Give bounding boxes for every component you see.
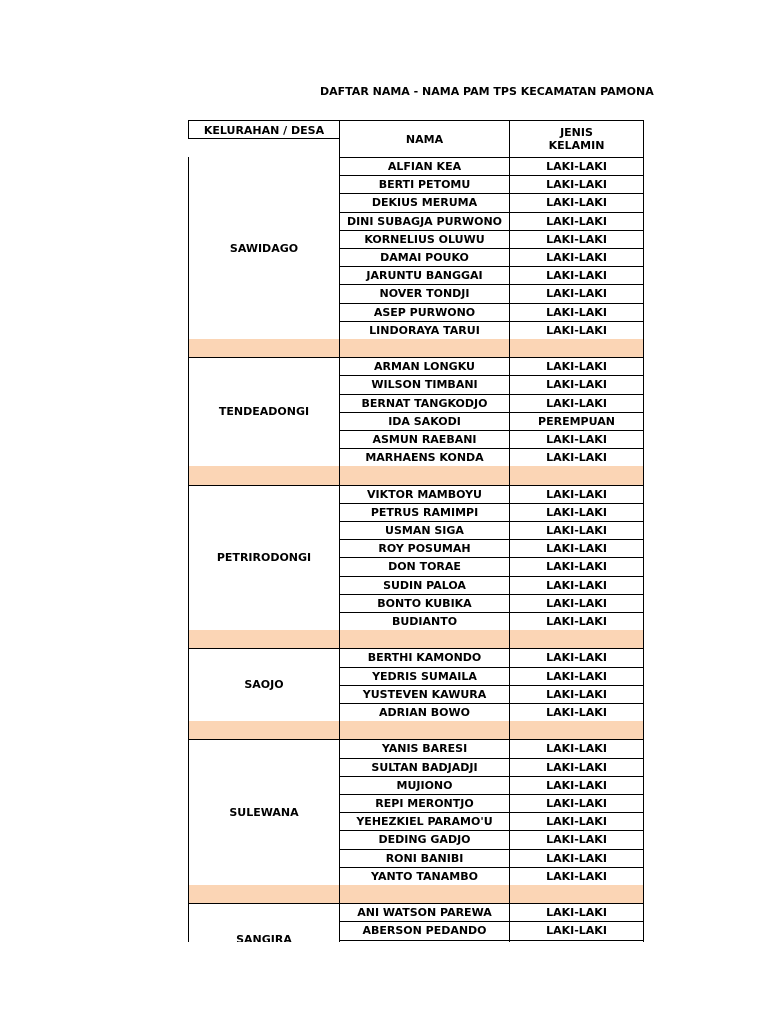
- nama-cell: BERNAT TANGKODJO: [339, 394, 510, 413]
- jenis-kelamin-cell: LAKI-LAKI: [509, 539, 644, 558]
- nama-cell: MARHAENS KONDA: [339, 448, 510, 467]
- nama-cell: RONI BANIBI: [339, 849, 510, 868]
- jenis-kelamin-cell: LAKI-LAKI: [509, 830, 644, 850]
- separator-row: [509, 466, 644, 486]
- jenis-kelamin-cell: LAKI-LAKI: [509, 230, 644, 249]
- nama-cell: ALFIAN KEA: [339, 157, 510, 176]
- nama-cell: ASMUN RAEBANI: [339, 430, 510, 449]
- desa-cell: PETRIRODONGI: [188, 485, 340, 631]
- nama-cell: PETRUS RAMIMPI: [339, 503, 510, 522]
- header-nama: NAMA: [339, 120, 510, 158]
- desa-cell: SAOJO: [188, 648, 340, 722]
- nama-cell: BONTO KUBIKA: [339, 594, 510, 613]
- jenis-kelamin-cell: LAKI-LAKI: [509, 648, 644, 668]
- separator-row: [339, 466, 510, 486]
- nama-cell: ANI WATSON PAREWA: [339, 903, 510, 922]
- nama-cell: YANTO TANAMBO: [339, 867, 510, 886]
- separator-row: [188, 721, 340, 740]
- jenis-kelamin-cell: LAKI-LAKI: [509, 485, 644, 504]
- jenis-kelamin-cell: LAKI-LAKI: [509, 576, 644, 595]
- nama-cell: YANIS BARESI: [339, 739, 510, 759]
- nama-cell: USMAN SIGA: [339, 521, 510, 540]
- desa-cell: SAWIDAGO: [188, 157, 340, 340]
- nama-cell: [339, 940, 510, 942]
- desa-cell: SANGIRA: [188, 903, 340, 942]
- separator-row: [188, 466, 340, 486]
- nama-cell: ASEP PURWONO: [339, 303, 510, 322]
- nama-cell: MUJIONO: [339, 776, 510, 795]
- jenis-kelamin-cell: LAKI-LAKI: [509, 794, 644, 813]
- jenis-kelamin-cell: LAKI-LAKI: [509, 867, 644, 886]
- nama-cell: KORNELIUS OLUWU: [339, 230, 510, 249]
- jenis-kelamin-cell: LAKI-LAKI: [509, 503, 644, 522]
- desa-cell: SULEWANA: [188, 739, 340, 886]
- jenis-kelamin-cell: LAKI-LAKI: [509, 557, 644, 577]
- jenis-kelamin-cell: LAKI-LAKI: [509, 212, 644, 231]
- separator-row: [509, 721, 644, 740]
- jenis-kelamin-cell: LAKI-LAKI: [509, 612, 644, 631]
- nama-cell: BERTHI KAMONDO: [339, 648, 510, 668]
- jenis-kelamin-cell: PEREMPUAN: [509, 412, 644, 431]
- jenis-kelamin-cell: LAKI-LAKI: [509, 157, 644, 176]
- nama-cell: ADRIAN BOWO: [339, 703, 510, 722]
- separator-row: [188, 630, 340, 649]
- header-desa: KELURAHAN / DESA: [188, 120, 340, 139]
- jenis-kelamin-cell: LAKI-LAKI: [509, 266, 644, 285]
- jenis-kelamin-cell: LAKI-LAKI: [509, 175, 644, 194]
- jenis-kelamin-cell: LAKI-LAKI: [509, 921, 644, 941]
- jenis-kelamin-cell: LAKI-LAKI: [509, 375, 644, 395]
- nama-cell: DEKIUS MERUMA: [339, 193, 510, 213]
- nama-cell: IDA SAKODI: [339, 412, 510, 431]
- jenis-kelamin-cell: [509, 940, 644, 942]
- separator-row: [339, 721, 510, 740]
- jenis-kelamin-cell: LAKI-LAKI: [509, 303, 644, 322]
- nama-cell: NOVER TONDJI: [339, 284, 510, 304]
- jenis-kelamin-cell: LAKI-LAKI: [509, 667, 644, 686]
- separator-row: [509, 885, 644, 904]
- jenis-kelamin-cell: LAKI-LAKI: [509, 758, 644, 777]
- nama-cell: LINDORAYA TARUI: [339, 321, 510, 340]
- jenis-kelamin-cell: LAKI-LAKI: [509, 521, 644, 540]
- spreadsheet-view: [188, 120, 648, 942]
- jenis-kelamin-cell: LAKI-LAKI: [509, 394, 644, 413]
- jenis-kelamin-cell: LAKI-LAKI: [509, 430, 644, 449]
- nama-cell: REPI MERONTJO: [339, 794, 510, 813]
- nama-cell: DON TORAE: [339, 557, 510, 577]
- separator-row: [188, 885, 340, 904]
- nama-cell: ABERSON PEDANDO: [339, 921, 510, 941]
- nama-cell: DAMAI POUKO: [339, 248, 510, 267]
- jenis-kelamin-cell: LAKI-LAKI: [509, 594, 644, 613]
- nama-cell: SUDIN PALOA: [339, 576, 510, 595]
- jenis-kelamin-cell: LAKI-LAKI: [509, 776, 644, 795]
- jenis-kelamin-cell: LAKI-LAKI: [509, 703, 644, 722]
- desa-cell: TENDEADONGI: [188, 357, 340, 467]
- nama-cell: DINI SUBAGJA PURWONO: [339, 212, 510, 231]
- jenis-kelamin-cell: LAKI-LAKI: [509, 248, 644, 267]
- jenis-kelamin-cell: LAKI-LAKI: [509, 357, 644, 376]
- separator-row: [509, 630, 644, 649]
- nama-cell: BERTI PETOMU: [339, 175, 510, 194]
- nama-cell: WILSON TIMBANI: [339, 375, 510, 395]
- separator-row: [339, 630, 510, 649]
- jenis-kelamin-cell: LAKI-LAKI: [509, 739, 644, 759]
- separator-row: [339, 339, 510, 358]
- jenis-kelamin-cell: LAKI-LAKI: [509, 193, 644, 213]
- header-jenis-kelamin: JENIS KELAMIN: [509, 120, 644, 158]
- nama-cell: ARMAN LONGKU: [339, 357, 510, 376]
- nama-cell: VIKTOR MAMBOYU: [339, 485, 510, 504]
- jenis-kelamin-cell: LAKI-LAKI: [509, 903, 644, 922]
- nama-cell: JARUNTU BANGGAI: [339, 266, 510, 285]
- separator-row: [509, 339, 644, 358]
- jenis-kelamin-cell: LAKI-LAKI: [509, 284, 644, 304]
- separator-row: [188, 339, 340, 358]
- nama-cell: SULTAN BADJADJI: [339, 758, 510, 777]
- nama-cell: YUSTEVEN KAWURA: [339, 685, 510, 704]
- jenis-kelamin-cell: LAKI-LAKI: [509, 812, 644, 831]
- nama-cell: ROY POSUMAH: [339, 539, 510, 558]
- separator-row: [339, 885, 510, 904]
- nama-cell: YEDRIS SUMAILA: [339, 667, 510, 686]
- nama-cell: BUDIANTO: [339, 612, 510, 631]
- jenis-kelamin-cell: LAKI-LAKI: [509, 849, 644, 868]
- jenis-kelamin-cell: LAKI-LAKI: [509, 685, 644, 704]
- document-title: DAFTAR NAMA - NAMA PAM TPS KECAMATAN PAMONA: [320, 85, 654, 98]
- nama-cell: DEDING GADJO: [339, 830, 510, 850]
- jenis-kelamin-cell: LAKI-LAKI: [509, 448, 644, 467]
- jenis-kelamin-cell: LAKI-LAKI: [509, 321, 644, 340]
- nama-cell: YEHEZKIEL PARAMO'U: [339, 812, 510, 831]
